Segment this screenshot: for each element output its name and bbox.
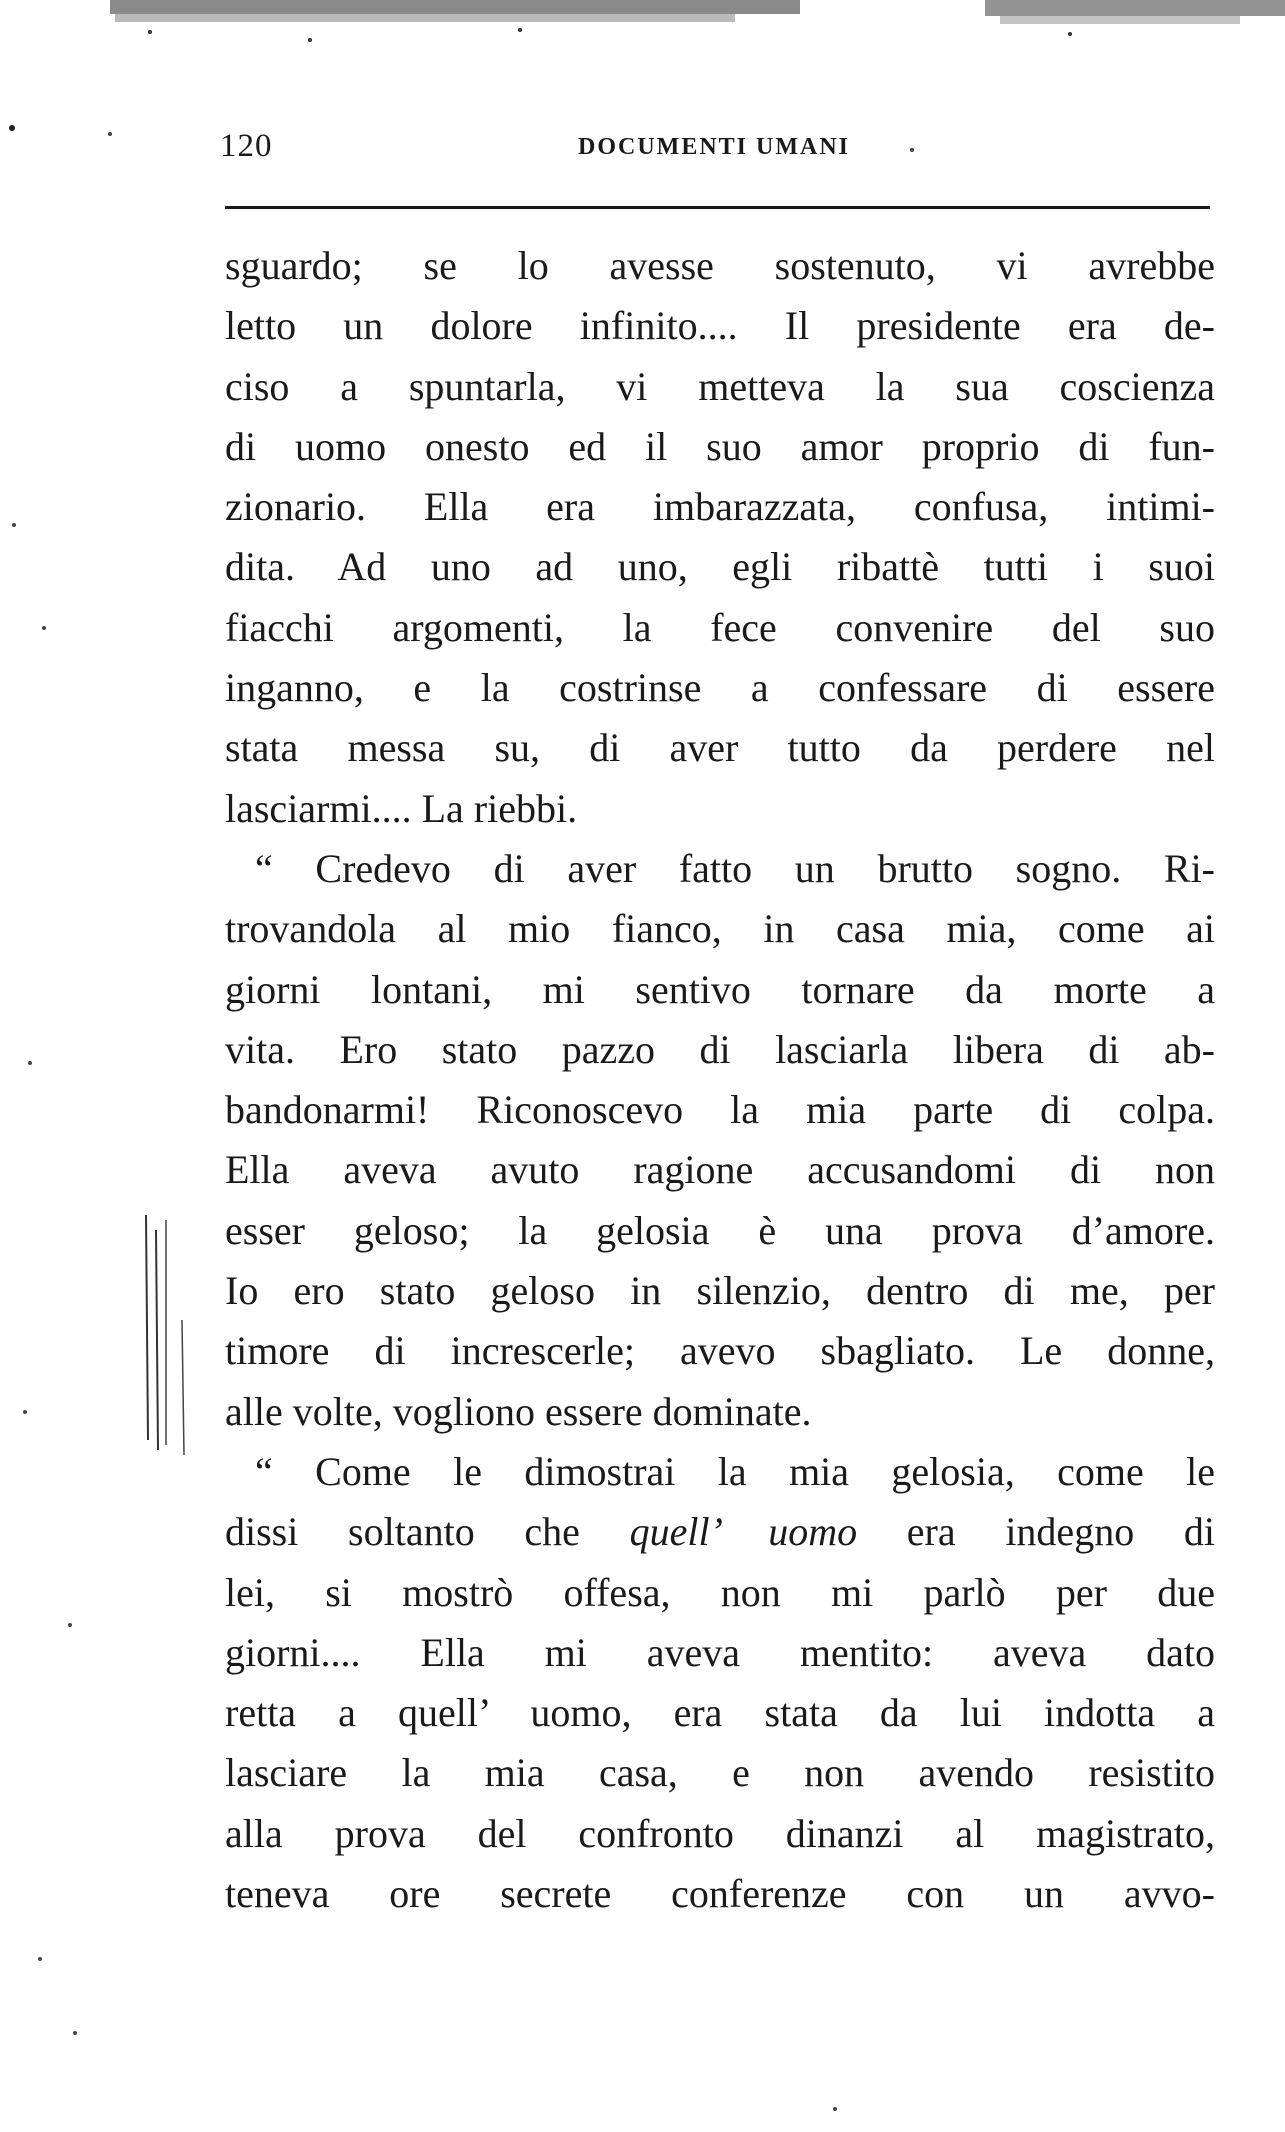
text-line: vita. Ero stato pazzo di lasciarla libera di ab- xyxy=(225,1026,1215,1072)
text-line: alla prova del confronto dinanzi al magistrato, xyxy=(225,1810,1215,1856)
text-line: Ella aveva avuto ragione accusandomi di non xyxy=(225,1147,1215,1193)
text-line: sguardo; se lo avesse sostenuto, vi avrebbe xyxy=(225,243,1215,288)
text-line: timore di increscerle; avevo sbagliato. Le donne, xyxy=(225,1328,1215,1374)
text-line: stata messa su, di aver tutto da perdere nel xyxy=(225,725,1215,771)
text-segment: dissi soltanto che xyxy=(225,1509,580,1555)
text-line: lasciarmi.... La riebbi. xyxy=(225,785,578,831)
text-line xyxy=(225,1502,1215,1562)
text-line: giorni lontani, mi sentivo tornare da morte a xyxy=(225,966,1215,1012)
text-line: di uomo onesto ed il suo amor proprio di fun- xyxy=(225,423,1215,469)
text-line: esser geloso; la gelosia è una prova d’amore. xyxy=(225,1207,1215,1253)
body-text xyxy=(225,236,1215,1924)
text-line: giorni.... Ella mi aveva mentito: aveva dato xyxy=(225,1629,1215,1675)
text-line: lasciare la mia casa, e non avendo resistito xyxy=(225,1750,1215,1796)
text-line: dita. Ad uno ad uno, egli ribattè tutti i suoi xyxy=(225,544,1215,590)
header-rule xyxy=(225,206,1210,209)
text-line: teneva ore secrete conferenze con un avvo- xyxy=(225,1871,1215,1917)
running-title: DOCUMENTI UMANI xyxy=(578,134,850,160)
text-line: bandonarmi! Riconoscevo la mia parte di colpa. xyxy=(225,1087,1215,1133)
page-number: 120 xyxy=(220,128,273,164)
text-line: alle volte, vogliono essere dominate. xyxy=(225,1388,812,1434)
text-line: inganno, e la costrinse a confessare di essere xyxy=(225,665,1215,711)
text-line: fiacchi argomenti, la fece convenire del suo xyxy=(225,604,1215,650)
text-line: “ Credevo di aver fatto un brutto sogno. Ri- xyxy=(255,845,1215,891)
text-segment: era indegno di xyxy=(906,1509,1216,1555)
margin-pencil-marks xyxy=(140,1210,210,1460)
text-line: “ Come le dimostrai la mia gelosia, come le xyxy=(255,1448,1215,1494)
text-line: zionario. Ella era imbarazzata, confusa, intimi- xyxy=(225,484,1215,530)
page-header xyxy=(220,128,1210,178)
text-line: letto un dolore infinito.... Il presidente era de- xyxy=(225,303,1215,349)
text-line: Io ero stato geloso in silenzio, dentro di me, per xyxy=(225,1268,1215,1314)
text-line: trovandola al mio fianco, in casa mia, come ai xyxy=(225,906,1215,952)
text-line: lei, si mostrò offesa, non mi parlò per due xyxy=(225,1569,1215,1615)
italic-phrase: quell’ uomo xyxy=(629,1509,858,1555)
text-line: ciso a spuntarla, vi metteva la sua coscienza xyxy=(225,363,1215,409)
text-line: retta a quell’ uomo, era stata da lui indotta a xyxy=(225,1690,1215,1736)
